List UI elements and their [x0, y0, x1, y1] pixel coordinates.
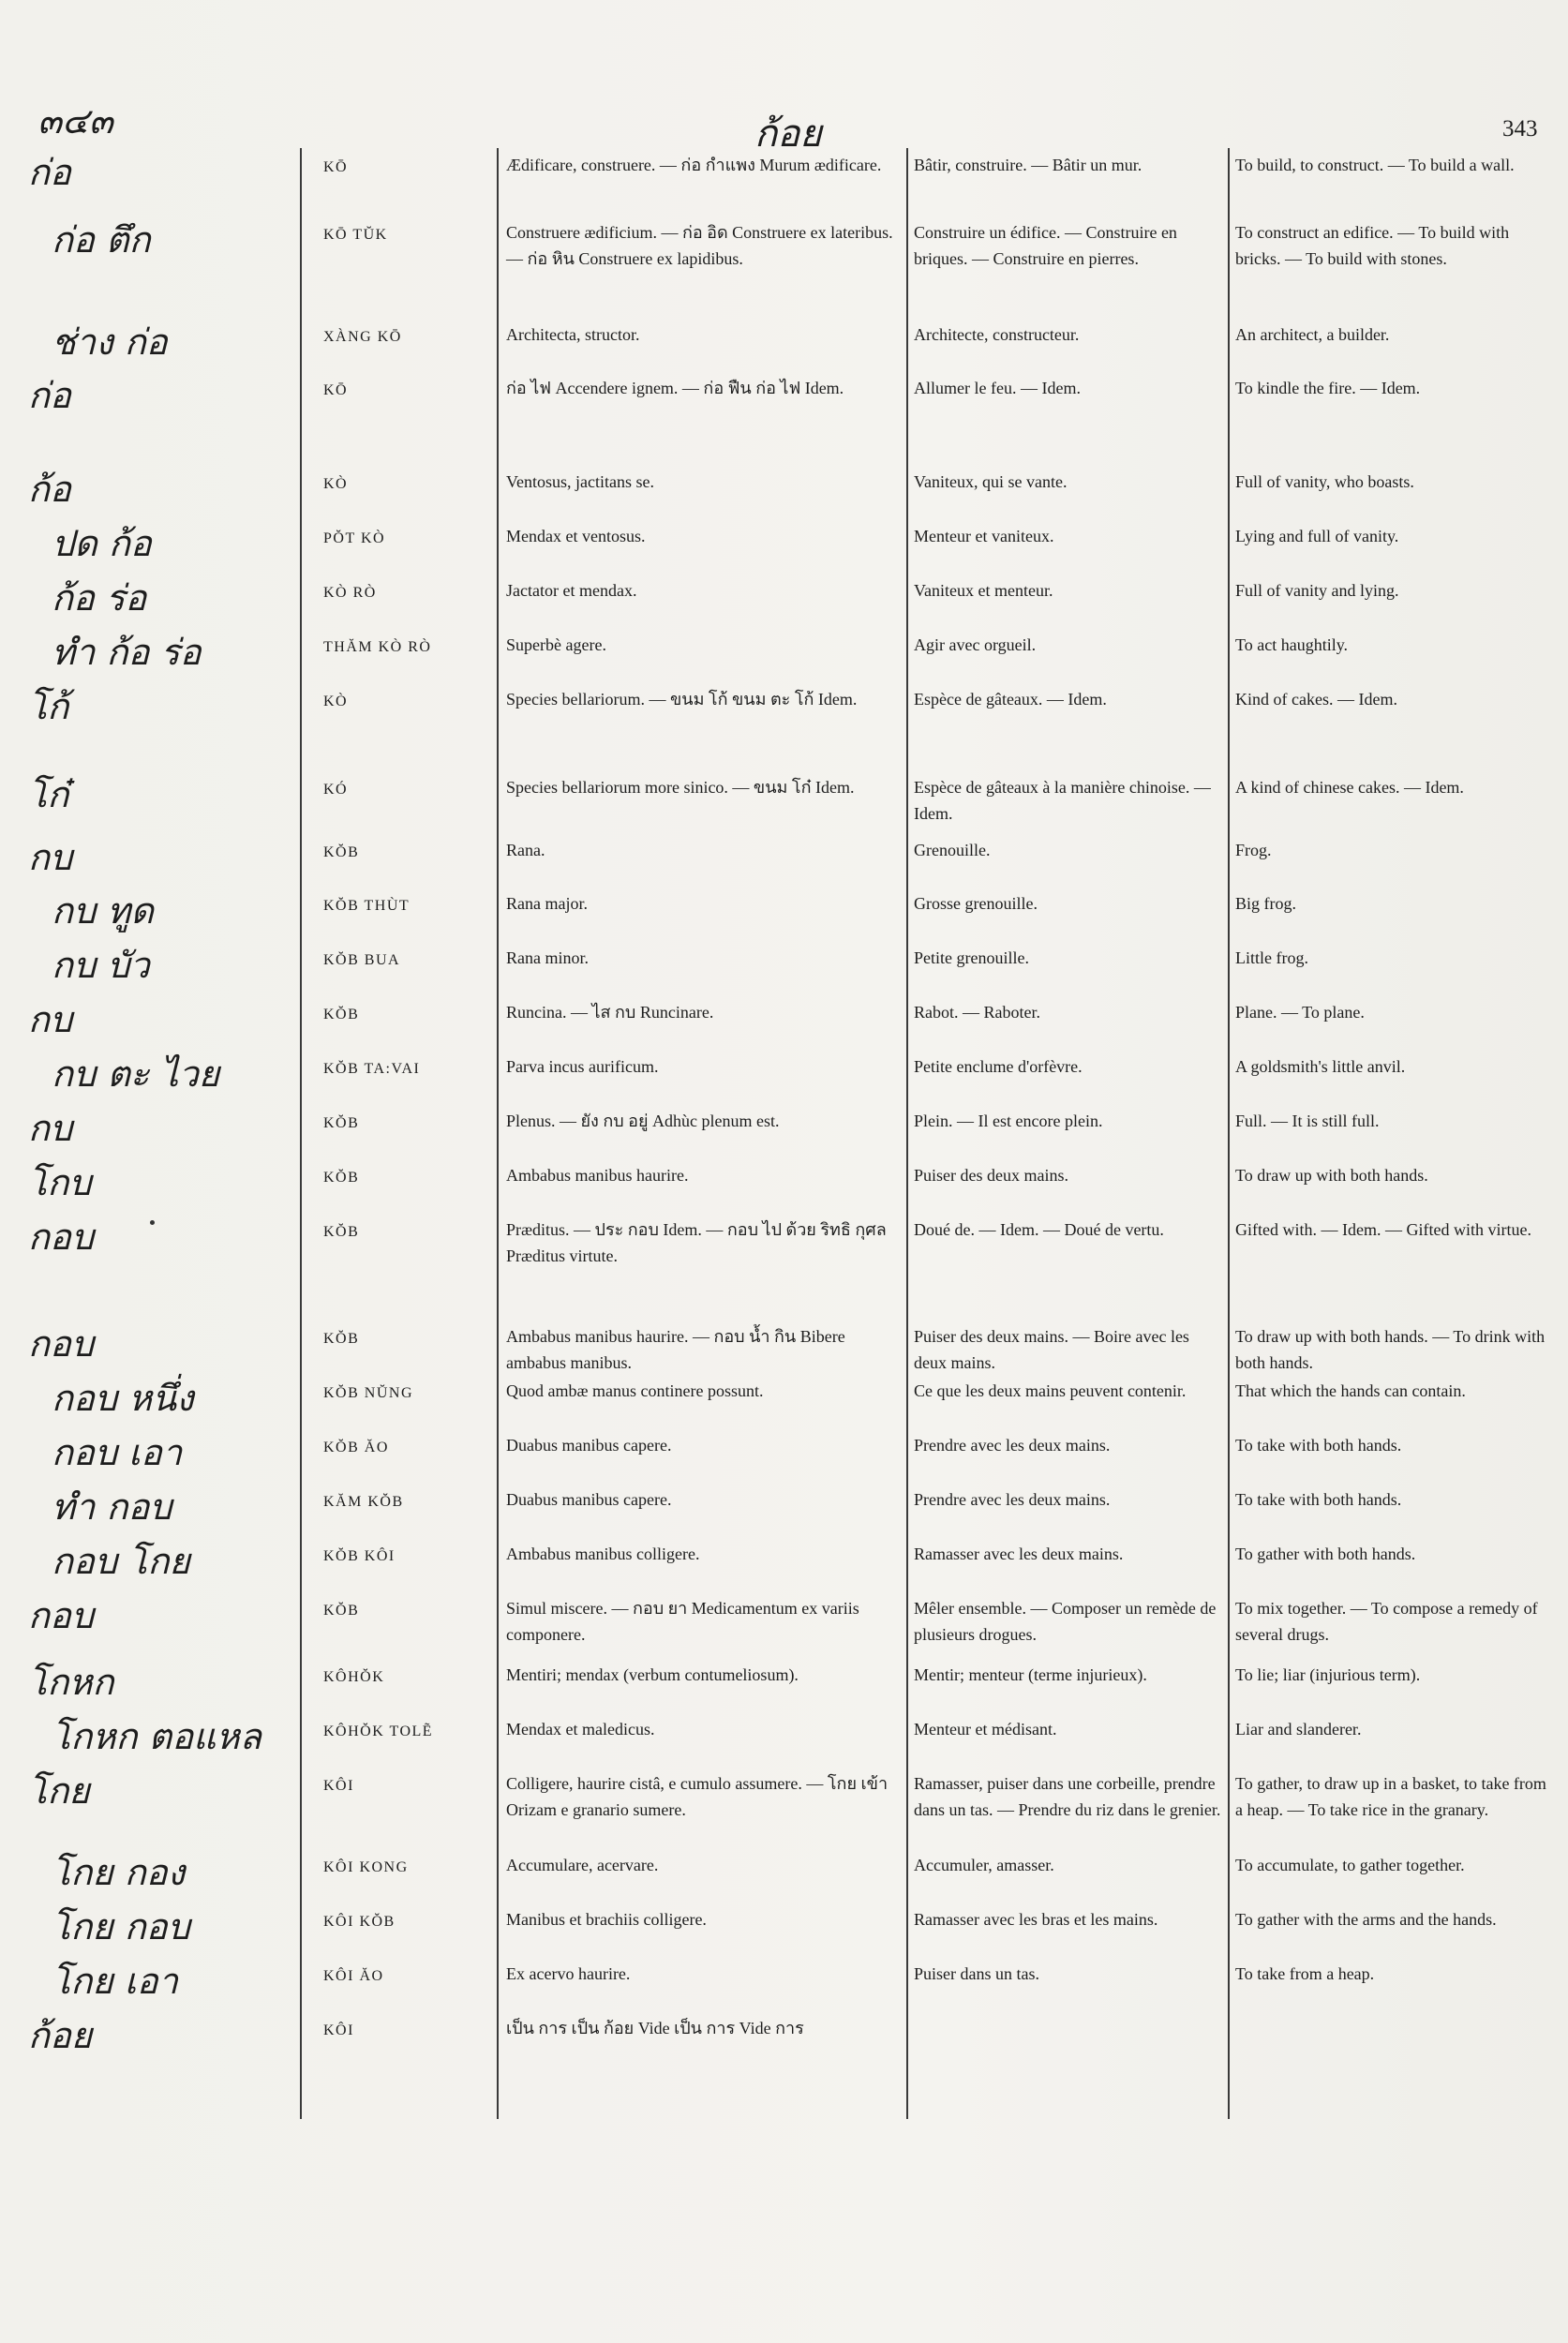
thai-headword: กอบ เอา [52, 1432, 183, 1473]
romanization: KŎB [323, 1115, 360, 1131]
latin-definition: Species bellariorum. — ขนม โก้ ขนม ตะ โก้ Idem. [506, 690, 858, 709]
romanization: KŎB [323, 844, 360, 860]
french-definition: Petite enclume d'orfèvre. [914, 1057, 1083, 1076]
english-definition: Full of vanity, who boasts. [1235, 472, 1414, 491]
romanization: KŌ TŬK [323, 227, 388, 243]
thai-headword: ก้อ ร่อ [52, 577, 147, 619]
latin-definition: Quod ambæ manus continere possunt. [506, 1381, 764, 1400]
romanization: KŎB [323, 1603, 360, 1619]
english-definition: To take with both hands. [1235, 1490, 1402, 1509]
romanization: KŎB KÔI [323, 1548, 396, 1564]
romanization: PŎT KÒ [323, 530, 386, 546]
romanization: KĂM KŎB [323, 1494, 404, 1510]
thai-headword: โก้ [28, 686, 69, 727]
english-definition: To gather, to draw up in a basket, to take from a heap. — To take rice in the granary. [1235, 1774, 1546, 1819]
thai-headword: กอบ [28, 1595, 94, 1636]
latin-definition: Superbè agere. [506, 635, 606, 654]
english-definition: Kind of cakes. — Idem. [1235, 690, 1397, 709]
romanization: KÒ [323, 476, 349, 492]
english-definition: Full. — It is still full. [1235, 1112, 1380, 1130]
french-definition: Mêler ensemble. — Composer un remède de plusieurs drogues. [914, 1599, 1217, 1644]
romanization: XÀNG KŌ [323, 329, 402, 345]
thai-headword: ก่อ [28, 152, 71, 193]
thai-headword: กบ [28, 1108, 73, 1149]
french-definition: Puiser des deux mains. — Boire avec les deux mains. [914, 1327, 1189, 1372]
thai-headword: ก้อ [28, 469, 71, 510]
latin-definition: Runcina. — ไส กบ Runcinare. [506, 1003, 714, 1022]
latin-definition: Duabus manibus capere. [506, 1490, 672, 1509]
english-definition: To build, to construct. — To build a wall. [1235, 156, 1515, 174]
french-definition: Puiser des deux mains. [914, 1166, 1068, 1185]
latin-definition: Ex acervo haurire. [506, 1964, 631, 1983]
english-definition: To lie; liar (injurious term). [1235, 1665, 1421, 1684]
thai-headword: ก้อย [28, 2015, 93, 2056]
latin-definition: Construere ædificium. — ก่อ อิด Construere ex lateribus. — ก่อ หิน Construere ex lapidibus. [506, 223, 893, 268]
ink-speck [150, 1220, 155, 1225]
thai-headword: โกย เอา [52, 1961, 178, 2002]
latin-definition: Rana minor. [506, 948, 589, 967]
french-definition: Espèce de gâteaux à la manière chinoise. — Idem. [914, 778, 1211, 823]
latin-definition: Ventosus, jactitans se. [506, 472, 654, 491]
french-definition: Accumuler, amasser. [914, 1856, 1054, 1874]
french-definition: Petite grenouille. [914, 948, 1029, 967]
romanization: KÒ RÒ [323, 585, 377, 601]
romanization: THĂM KÒ RÒ [323, 639, 432, 655]
thai-headword: ก่อ [28, 375, 71, 416]
english-definition: Liar and slanderer. [1235, 1720, 1362, 1739]
english-definition: To take with both hands. [1235, 1436, 1402, 1455]
romanization: KŎB [323, 1007, 360, 1022]
english-definition: Gifted with. — Idem. — Gifted with virtue. [1235, 1220, 1531, 1239]
thai-headword: โกหก [28, 1662, 114, 1703]
french-definition: Ramasser avec les deux mains. [914, 1545, 1124, 1563]
french-definition: Plein. — Il est encore plein. [914, 1112, 1103, 1130]
thai-headword: กอบ [28, 1323, 94, 1365]
column-divider-2 [497, 148, 499, 2119]
romanization: KŎB [323, 1224, 360, 1240]
latin-definition: เป็น การ เป็น ก้อย Vide เป็น การ Vide การ [506, 2019, 804, 2037]
french-definition: Ramasser, puiser dans une corbeille, prendre dans un tas. — Prendre du riz dans le grenier. [914, 1774, 1221, 1819]
running-headword: ก้อย [754, 112, 822, 156]
english-definition: To draw up with both hands. [1235, 1166, 1428, 1185]
english-definition: Little frog. [1235, 948, 1308, 967]
romanization: KÒ [323, 694, 349, 709]
french-definition: Vaniteux et menteur. [914, 581, 1053, 600]
french-definition: Puiser dans un tas. [914, 1964, 1039, 1983]
latin-definition: Plenus. — ยัง กบ อยู่ Adhùc plenum est. [506, 1112, 780, 1130]
romanization: KŎB TA:VAI [323, 1061, 421, 1077]
english-definition: An architect, a builder. [1235, 325, 1390, 344]
english-definition: To construct an edifice. — To build with bricks. — To build with stones. [1235, 223, 1510, 268]
english-definition: To draw up with both hands. — To drink with both hands. [1235, 1327, 1546, 1372]
romanization: KŎB ĂO [323, 1440, 389, 1455]
french-definition: Allumer le feu. — Idem. [914, 379, 1081, 397]
english-definition: A goldsmith's little anvil. [1235, 1057, 1406, 1076]
romanization: KŌ [323, 159, 349, 175]
page-number: 343 [1502, 116, 1538, 142]
thai-headword: โกย กอง [52, 1852, 186, 1893]
latin-definition: Colligere, haurire cistâ, e cumulo assumere. — โกย เข้า Orizam e granario sumere. [506, 1774, 889, 1819]
thai-headword: กบ ทูด [52, 890, 154, 932]
thai-headword: โกหก ตอแหล [52, 1716, 261, 1757]
french-definition: Grenouille. [914, 841, 991, 859]
romanization: KŎB THÙT [323, 898, 411, 914]
thai-headword: กอบ [28, 1216, 94, 1258]
french-definition: Menteur et vaniteux. [914, 527, 1054, 545]
french-definition: Architecte, constructeur. [914, 325, 1080, 344]
french-definition: Agir avec orgueil. [914, 635, 1037, 654]
latin-definition: Duabus manibus capere. [506, 1436, 672, 1455]
english-definition: To accumulate, to gather together. [1235, 1856, 1465, 1874]
romanization: KŎB NŬNG [323, 1385, 413, 1401]
english-definition: To act haughtily. [1235, 635, 1349, 654]
thai-headword: โกย กอบ [52, 1906, 190, 1948]
thai-headword: กอบ หนึ่ง [52, 1378, 194, 1419]
romanization: KÔI [323, 1778, 354, 1794]
romanization: KŎB [323, 1331, 360, 1347]
english-definition: To mix together. — To compose a remedy of several drugs. [1235, 1599, 1538, 1644]
french-definition: Espèce de gâteaux. — Idem. [914, 690, 1107, 709]
latin-definition: Architecta, structor. [506, 325, 640, 344]
latin-definition: ก่อ ไฟ Accendere ignem. — ก่อ ฟืน ก่อ ไฟ Idem. [506, 379, 844, 397]
french-definition: Prendre avec les deux mains. [914, 1490, 1111, 1509]
french-definition: Grosse grenouille. [914, 894, 1038, 913]
thai-headword: กบ [28, 999, 73, 1040]
thai-headword: ทำ ก้อ ร่อ [52, 632, 202, 673]
thai-headword: กบ บัว [52, 945, 150, 986]
column-divider-1 [300, 148, 302, 2119]
latin-definition: Rana. [506, 841, 545, 859]
latin-definition: Ambabus manibus haurire. [506, 1166, 689, 1185]
romanization: KŎB BUA [323, 952, 401, 968]
thai-headword: โกบ [28, 1162, 92, 1203]
thai-headword: ช่าง ก่อ [52, 321, 168, 363]
english-definition: Frog. [1235, 841, 1272, 859]
thai-headword: ก่อ ตึก [52, 219, 151, 261]
english-definition: To gather with the arms and the hands. [1235, 1910, 1497, 1929]
romanization: KÔHŎK TOLẼ [323, 1724, 434, 1739]
thai-headword: กอบ โกย [52, 1541, 190, 1582]
english-definition: To gather with both hands. [1235, 1545, 1416, 1563]
romanization: KÔI [323, 2022, 354, 2038]
latin-definition: Simul miscere. — กอบ ยา Medicamentum ex variis componere. [506, 1599, 859, 1644]
thai-headword: กบ ตะ ไวย [52, 1053, 220, 1095]
english-definition: That which the hands can contain. [1235, 1381, 1466, 1400]
latin-definition: Mendax et maledicus. [506, 1720, 655, 1739]
english-definition: Big frog. [1235, 894, 1296, 913]
french-definition: Bâtir, construire. — Bâtir un mur. [914, 156, 1142, 174]
latin-definition: Præditus. — ประ กอบ Idem. — กอบ ไป ด้วย ริทธิ กุศล Præditus virtute. [506, 1220, 887, 1265]
french-definition: Prendre avec les deux mains. [914, 1436, 1111, 1455]
french-definition: Ramasser avec les bras et les mains. [914, 1910, 1158, 1929]
latin-definition: Ambabus manibus haurire. — กอบ น้ำ กิน Bibere ambabus manibus. [506, 1327, 845, 1372]
latin-definition: Parva incus aurificum. [506, 1057, 659, 1076]
thai-headword: ทำ กอบ [52, 1486, 172, 1528]
romanization: KÔI KŎB [323, 1914, 396, 1930]
french-definition: Vaniteux, qui se vante. [914, 472, 1068, 491]
romanization: KÔI KONG [323, 1859, 409, 1875]
english-definition: Lying and full of vanity. [1235, 527, 1399, 545]
english-definition: Plane. — To plane. [1235, 1003, 1365, 1022]
french-definition: Ce que les deux mains peuvent contenir. [914, 1381, 1187, 1400]
romanization: KÓ [323, 782, 349, 798]
latin-definition: Mentiri; mendax (verbum contumeliosum). [506, 1665, 799, 1684]
latin-definition: Rana major. [506, 894, 588, 913]
thai-headword: กบ [28, 837, 73, 878]
latin-definition: Species bellariorum more sinico. — ขนม โก๋ Idem. [506, 778, 855, 797]
romanization: KÔHŎK [323, 1669, 385, 1685]
romanization: KÔI ĂO [323, 1968, 384, 1984]
thai-headword: ปด ก้อ [52, 523, 152, 564]
latin-definition: Accumulare, acervare. [506, 1856, 659, 1874]
french-definition: Menteur et médisant. [914, 1720, 1057, 1739]
french-definition: Construire un édifice. — Construire en briques. — Construire en pierres. [914, 223, 1177, 268]
english-definition: To take from a heap. [1235, 1964, 1375, 1983]
latin-definition: Mendax et ventosus. [506, 527, 646, 545]
column-divider-3 [906, 148, 908, 2119]
french-definition: Rabot. — Raboter. [914, 1003, 1040, 1022]
thai-headword: โกย [28, 1770, 90, 1812]
french-definition: Mentir; menteur (terme injurieux). [914, 1665, 1147, 1684]
english-definition: To kindle the fire. — Idem. [1235, 379, 1421, 397]
romanization: KŌ [323, 382, 349, 398]
thai-headword: โก๋ [28, 774, 69, 815]
latin-definition: Jactator et mendax. [506, 581, 637, 600]
latin-definition: Ambabus manibus colligere. [506, 1545, 700, 1563]
latin-definition: Manibus et brachiis colligere. [506, 1910, 707, 1929]
english-definition: Full of vanity and lying. [1235, 581, 1399, 600]
romanization: KŎB [323, 1170, 360, 1186]
page-number-thai: ๓๔๓ [37, 100, 113, 142]
column-divider-4 [1228, 148, 1230, 2119]
english-definition: A kind of chinese cakes. — Idem. [1235, 778, 1464, 797]
french-definition: Doué de. — Idem. — Doué de vertu. [914, 1220, 1164, 1239]
latin-definition: Ædificare, construere. — ก่อ กำแพง Murum ædificare. [506, 156, 882, 174]
